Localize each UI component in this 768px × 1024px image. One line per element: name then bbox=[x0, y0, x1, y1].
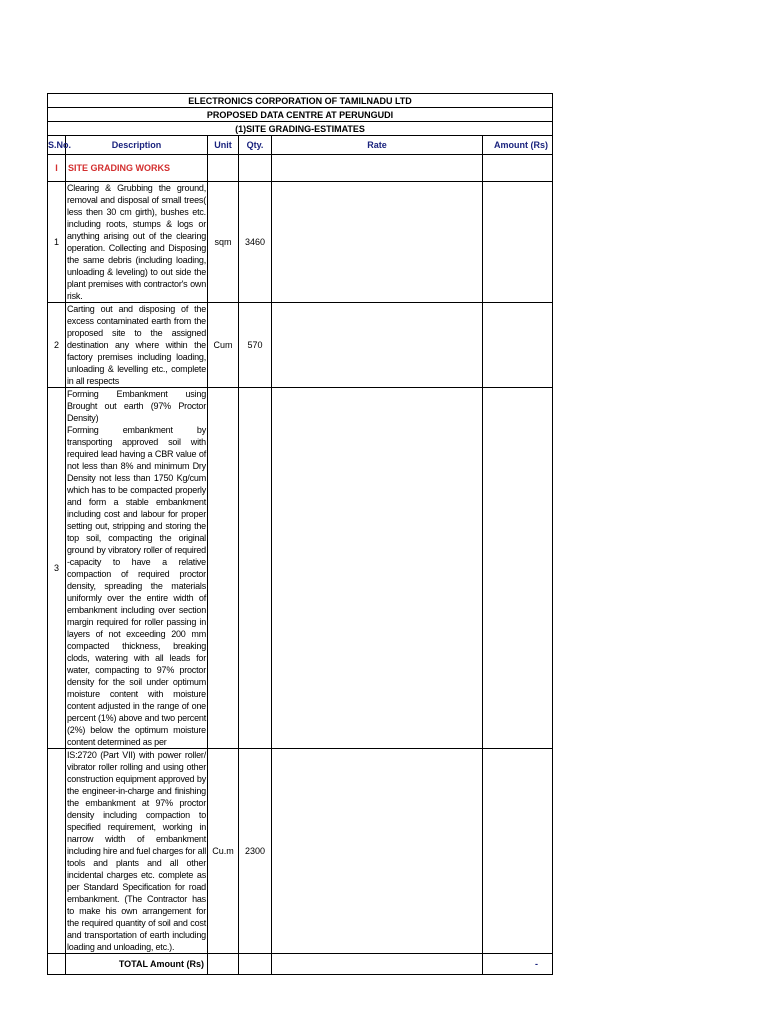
total-sno-cell bbox=[48, 954, 66, 975]
col-description-header: Description bbox=[66, 136, 208, 155]
project-row bbox=[48, 108, 553, 122]
item-sno: 1 bbox=[48, 182, 66, 303]
item-rate bbox=[272, 388, 483, 749]
table-row bbox=[48, 388, 553, 749]
total-label: TOTAL Amount (Rs) bbox=[66, 954, 208, 975]
col-qty-header: Qty. bbox=[239, 136, 272, 155]
section-qty-cell bbox=[239, 155, 272, 182]
subtitle-row bbox=[48, 122, 553, 136]
item-amount bbox=[483, 303, 553, 388]
item-sno: 3 bbox=[48, 388, 66, 749]
total-amount: - bbox=[483, 954, 553, 975]
item-qty: 3460 bbox=[239, 182, 272, 303]
column-header-row bbox=[48, 136, 553, 155]
col-sno-header: S.No. bbox=[48, 136, 66, 155]
item-unit: Cu.m bbox=[208, 749, 239, 954]
project-name: PROPOSED DATA CENTRE AT PERUNGUDI bbox=[48, 108, 553, 122]
item-unit bbox=[208, 388, 239, 749]
item-sno: 2 bbox=[48, 303, 66, 388]
item-description: Clearing & Grubbing the ground, removal and disposal of small trees( less then 30 cm girth), bushes etc. including roots, stumps & logs or anything arising out of the clearing operation. Collecting and Disposing the same debris (including loading, unloading & leveling) to out side the plant premises with contractor's own risk. bbox=[67, 183, 206, 301]
table-row bbox=[48, 182, 553, 303]
item-rate bbox=[272, 303, 483, 388]
section-rate-cell bbox=[272, 155, 483, 182]
item-qty bbox=[239, 388, 272, 749]
estimate-subtitle: (1)SITE GRADING-ESTIMATES bbox=[48, 122, 553, 136]
total-qty-cell bbox=[239, 954, 272, 975]
total-unit-cell bbox=[208, 954, 239, 975]
col-amount-header: Amount (Rs) bbox=[483, 136, 553, 155]
item-rate bbox=[272, 182, 483, 303]
col-rate-header: Rate bbox=[272, 136, 483, 155]
item-unit: sqm bbox=[208, 182, 239, 303]
section-row bbox=[48, 155, 553, 182]
total-rate-cell bbox=[272, 954, 483, 975]
item-amount bbox=[483, 388, 553, 749]
item-sno bbox=[48, 749, 66, 954]
item-rate bbox=[272, 749, 483, 954]
table-row bbox=[48, 303, 553, 388]
item-description: Carting out and disposing of the excess contaminated earth from the proposed site to the assigned destination any where within the factory premises including loading, unloading & levelling etc., complete in all respects bbox=[67, 304, 206, 386]
item-unit: Cum bbox=[208, 303, 239, 388]
table-row bbox=[48, 749, 553, 954]
section-amount-cell bbox=[483, 155, 553, 182]
item-amount bbox=[483, 182, 553, 303]
total-row bbox=[48, 954, 553, 975]
col-unit-header: Unit bbox=[208, 136, 239, 155]
item-description: IS:2720 (Part VII) with power roller/ vibrator roller rolling and using other construction equipment approved by the engineer-in-charge and finishing the embankment at 97% proctor density including compaction to specified requirement, working in narrow width of embankment including hire and fuel charges for all tools and plants and all other incidental charges etc. complete as per Standard Specification for road embankment. (The Contractor has to make his own arrangement for the required quantity of soil and cost and transportation of earth including loading and unloading, etc.). bbox=[67, 750, 206, 952]
estimate-table bbox=[47, 93, 553, 975]
item-qty: 570 bbox=[239, 303, 272, 388]
company-row bbox=[48, 94, 553, 108]
company-name: ELECTRONICS CORPORATION OF TAMILNADU LTD bbox=[48, 94, 553, 108]
section-unit-cell bbox=[208, 155, 239, 182]
section-title: SITE GRADING WORKS bbox=[66, 155, 208, 182]
section-number: I bbox=[48, 155, 66, 182]
item-qty: 2300 bbox=[239, 749, 272, 954]
item-amount bbox=[483, 749, 553, 954]
item-description: Forming Embankment using Brought out earth (97% Proctor Density) Forming embankment by transporting approved soil with required lead having a CBR value of not less than 8% and minimum Dry Density not less than 1750 Kg/cum which has to be compacted properly and form a stable embankment including cost and labour for proper setting out, stripping and storing the top soil, compacting the original ground by vibratory roller of required -capacity to have a relative compaction of required proctor density, spreading the materials uniformly over the entire width of embankment including over section margin required for roller passing in layers of not exceeding 200 mm compacted thickness, breaking clods, watering with all leads for water, compacting to 97% proctor density for the soil under optimum moisture content with moisture content adjusted in the range of one percent (1%) above and two percent (2%) below the optimum moisture content determined as per bbox=[67, 389, 206, 747]
